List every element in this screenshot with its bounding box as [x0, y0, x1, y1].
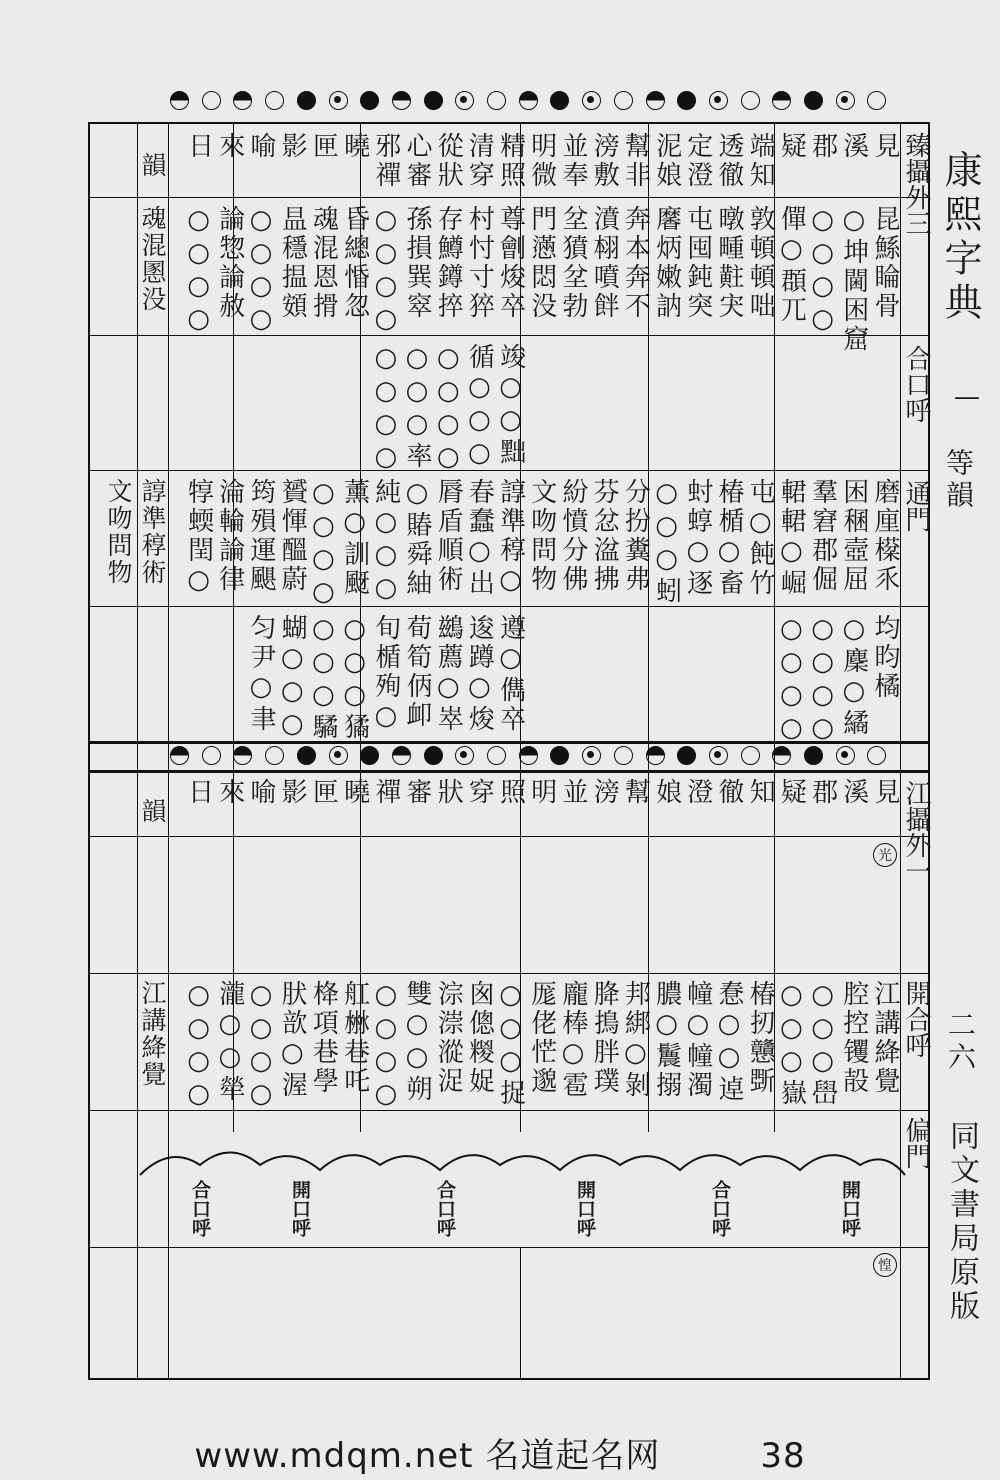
cloud-label: 合口呼	[709, 1180, 731, 1237]
lower-row3-cell: 惷○○逴	[714, 980, 744, 1104]
upper-row4-cell: 遵○儁卒	[495, 614, 526, 734]
upper-kaikou-label: 合口呼	[901, 345, 931, 423]
upper-row3-cell: 困稛壼屈	[838, 478, 869, 594]
upper-row3-cell: 芬忿湓拂	[589, 478, 620, 594]
upper-row4-cell: 荀筍㑂卹	[402, 614, 432, 730]
publisher: 同文書局原版	[944, 1120, 979, 1324]
upper-initial: 清穿	[464, 132, 495, 190]
tone-symbol-filled	[297, 91, 316, 110]
tone-symbol-half	[170, 91, 189, 110]
cloud-divider	[130, 1135, 910, 1205]
upper-initial: 滂敷	[589, 132, 620, 190]
row-divider	[88, 606, 930, 607]
upper-row3-cell: 諄準稕○	[495, 478, 526, 598]
upper-row4-cell: 逡蹲○焌	[464, 614, 495, 734]
lower-initial: 來	[214, 778, 245, 807]
tone-symbol-half	[772, 91, 791, 110]
upper-row4-cell: 蝴○○○	[277, 614, 308, 742]
footer-page-number: 38	[760, 1436, 806, 1476]
lower-row3-rhyme: 江講絳覺	[138, 980, 167, 1088]
tone-symbol-filled	[360, 91, 379, 110]
upper-initial: 影	[277, 132, 308, 161]
tone-symbol-dot	[709, 91, 728, 110]
upper-side-label: 臻攝外三	[901, 132, 931, 236]
row-divider	[88, 973, 930, 974]
upper-initial: 心審	[402, 132, 432, 190]
tone-symbol-half	[519, 91, 538, 110]
upper-initial: 幫非	[620, 132, 651, 190]
upper-initial: 郡	[807, 132, 838, 161]
upper-row3-cell: 犉蝡閏○	[183, 478, 214, 598]
upper-row4-cell: 匀尹○聿	[246, 614, 276, 734]
upper-row4-cell: ○○○○	[807, 614, 838, 746]
upper-row3-cell: 淪輪論律	[214, 478, 245, 594]
tone-symbol-empty	[487, 91, 506, 110]
upper-initial: 疑	[776, 132, 807, 161]
upper-row1-cell: ○○○○	[183, 205, 214, 337]
cloud-label: 合口呼	[434, 1180, 456, 1237]
upper-row1-cell: 魂混恩搰	[308, 205, 339, 321]
tone-symbol-empty	[265, 91, 284, 110]
lower-rhyme-header: 韻	[138, 798, 167, 825]
section-divider	[88, 770, 930, 773]
upper-row1-cell: 坌獖坌勃	[558, 205, 588, 321]
upper-row1-cell: 敦頓頓咄	[745, 205, 776, 321]
upper-row3-cell: 贇惲醞蔚	[277, 478, 308, 594]
lower-row3-cell: 江講絳覺	[870, 980, 900, 1096]
upper-row1-cell: 孫損巽窣	[402, 205, 432, 321]
cloud-label: 開口呼	[289, 1180, 311, 1237]
upper-row3-rhyme2: 文吻問物	[104, 478, 133, 586]
lower-initial: 影	[277, 778, 308, 807]
upper-row3-cell: 分扮糞弗	[620, 478, 651, 594]
upper-row4-cell: ○○○○	[776, 614, 807, 746]
cloud-border-graphic	[130, 1135, 910, 1205]
lower-row3-cell: 龐棒○雹	[558, 980, 588, 1100]
lower-row3-cell: ○○○○	[183, 980, 214, 1112]
upper-row4-cell: 均昀橘	[870, 614, 900, 701]
tone-symbol-empty	[867, 91, 886, 110]
lower-row3-cell: ○○○捉	[495, 980, 526, 1108]
lower-initial: 並	[558, 778, 588, 807]
tone-symbols-top	[170, 88, 896, 114]
upper-row4-cell: ○○○驈	[308, 614, 339, 742]
tone-symbol-dot	[329, 91, 348, 110]
upper-rhyme-header: 韻	[138, 152, 167, 179]
upper-row3-rhyme: 諄準稕術	[138, 478, 167, 586]
upper-row2-cell: ○○○率	[402, 343, 432, 471]
upper-row2-cell: 竣○○黜	[495, 343, 526, 467]
lower-row3-cell: 椿扨戇斲	[745, 980, 776, 1096]
lower-initial: 疑	[776, 778, 807, 807]
col-divider	[520, 1247, 521, 1380]
upper-initial: 泥娘	[651, 132, 682, 190]
upper-row3-cell: 紛憤分佛	[558, 478, 588, 594]
lower-initial: 日	[183, 778, 214, 807]
upper-row3-cell: 春蠢○出	[464, 478, 495, 598]
lower-row3-cell: 瀧○○犖	[214, 980, 245, 1104]
cloud-label: 開口呼	[839, 1180, 861, 1237]
upper-initial: 從狀	[433, 132, 464, 190]
lower-row3-cell: 舡㴇巷吒	[339, 980, 370, 1096]
tone-symbol-filled	[804, 91, 823, 110]
upper-initial: 喻	[246, 132, 276, 161]
page-subtitle: 等韻	[942, 448, 975, 512]
upper-row1-cell: 存鱒鐏捽	[433, 205, 464, 321]
tone-symbol-dot	[836, 91, 855, 110]
upper-initial: 曉	[339, 132, 370, 161]
upper-initial: 精照	[495, 132, 526, 190]
lower-initial: 明	[526, 778, 557, 807]
upper-row3-cell: 筠殞運颶	[246, 478, 276, 594]
tone-symbol-half	[392, 91, 411, 110]
upper-initial: 日	[183, 132, 214, 161]
tone-symbol-half	[646, 91, 665, 110]
upper-row4-cell: ○麇○繘	[838, 614, 869, 738]
lower-initial: 穿	[464, 778, 495, 807]
upper-initial: 邪禪	[370, 132, 401, 190]
upper-row1-cell: 黁炳嫩訥	[651, 205, 682, 321]
upper-row1-cell: 論惣論赦	[214, 205, 245, 321]
upper-row3-cell: 䖞蜳○逐	[682, 478, 713, 598]
lower-initial: 狀	[433, 778, 464, 807]
tone-symbol-empty	[741, 91, 760, 110]
lower-initial: 幫	[620, 778, 651, 807]
lower-note-bottom: 惶	[873, 1253, 897, 1277]
upper-row1-cell: 濆翉噴䬳	[589, 205, 620, 321]
lower-row3-cell: 胮㨶胖璞	[589, 980, 620, 1096]
lower-row3-cell: 雙○○朔	[402, 980, 432, 1104]
lower-initial: 審	[402, 778, 432, 807]
upper-row1-cell: 屯囤鈍突	[682, 205, 713, 321]
upper-row1-cell: ○○○○	[370, 205, 401, 337]
row-divider	[88, 836, 930, 837]
upper-row2-cell: ○○○○	[433, 343, 464, 475]
lower-initial: 匣	[308, 778, 339, 807]
cloud-label: 合口呼	[189, 1180, 211, 1237]
lower-initial: 知	[745, 778, 776, 807]
upper-row1-cell: 門懣悶没	[526, 205, 557, 321]
lower-initial: 見	[870, 778, 900, 807]
upper-row1-cell: 尊劊焌卒	[495, 205, 526, 321]
lower-side-label: 江攝外一	[901, 780, 931, 884]
upper-row3-cell: ○○○蚓	[651, 478, 682, 606]
upper-tongmen-label: 通門	[901, 480, 931, 532]
upper-initial: 透徹	[714, 132, 744, 190]
lower-row3-cell: ○○○○	[370, 980, 401, 1112]
row-divider	[88, 470, 930, 471]
upper-row1-cell: 暾畽黈宊	[714, 205, 744, 321]
tone-symbol-empty	[614, 91, 633, 110]
upper-row4-cell: 鷀薦○崒	[433, 614, 464, 734]
upper-row3-cell: ○賰舜紬	[402, 478, 432, 598]
upper-row3-cell: 脣盾順術	[433, 478, 464, 594]
upper-row3-cell: 文吻問物	[526, 478, 557, 594]
upper-row3-cell: 屯○飩竹	[745, 478, 776, 598]
lower-row3-cell: 邦綁○剝	[620, 980, 651, 1100]
upper-row1-cell: ○○○○	[807, 205, 838, 337]
page-footer	[0, 1428, 1000, 1477]
upper-row1-cell: ○○○○	[246, 205, 276, 337]
upper-row2-cell: ○○○○	[370, 343, 401, 475]
upper-initial: 定澄	[682, 132, 713, 190]
upper-row3-cell: 輑輑○崛	[776, 478, 807, 598]
lower-initial: 溪	[838, 778, 869, 807]
lower-row3-cell: 腔控䦆㱿	[838, 980, 869, 1096]
tone-symbol-dot	[582, 91, 601, 110]
upper-row1-cell: 僤○頵兀	[776, 205, 807, 325]
tone-symbol-empty	[202, 91, 221, 110]
lower-initial: 徹	[714, 778, 744, 807]
lower-row3-cell: 幢○幢濁	[682, 980, 713, 1100]
upper-row1-cell: 昏總惛忽	[339, 205, 370, 321]
title-divider: —	[952, 382, 982, 412]
upper-initial: 端知	[745, 132, 776, 190]
row-divider	[88, 197, 930, 198]
lower-initial: 澄	[682, 778, 713, 807]
lower-initial: 曉	[339, 778, 370, 807]
lower-pianmen-label: 偏門	[901, 1117, 931, 1169]
upper-row3-cell: 羣窘郡倔	[807, 478, 838, 594]
upper-row3-cell: 椿楯○畜	[714, 478, 744, 598]
upper-row3-cell: ○○○○	[308, 478, 339, 610]
cloud-label: 開口呼	[574, 1180, 596, 1237]
lower-initial: 滂	[589, 778, 620, 807]
lower-row3-cell: 厖佬恾邈	[526, 980, 557, 1096]
upper-row1-cell: 昷穩揾頞	[277, 205, 308, 321]
upper-initial: 來	[214, 132, 245, 161]
lower-kaikou-label: 開合呼	[901, 980, 931, 1058]
lower-row3-cell: 淙漴漎浞	[433, 980, 464, 1096]
footer-site: www.mdqm.net 名道起名网	[194, 1436, 661, 1476]
tone-symbol-half	[233, 91, 252, 110]
upper-row1-rhyme: 魂混慁没	[138, 205, 167, 313]
tone-symbol-filled	[677, 91, 696, 110]
lower-initial: 娘	[651, 778, 682, 807]
lower-row3-cell: ○○○嶽	[776, 980, 807, 1108]
upper-row1-cell: ○坤閫困窟	[838, 205, 869, 354]
lower-initial: 郡	[807, 778, 838, 807]
upper-row4-cell: ○○○獝	[339, 614, 370, 742]
upper-row3-cell: 磨㢆㯣乑	[870, 478, 900, 594]
upper-row1-cell: 昆鯀睔骨	[870, 205, 900, 321]
lower-initial: 禪	[370, 778, 401, 807]
page-title: 康熙字典	[938, 150, 982, 326]
lower-row3-cell: 膿○鬞搦	[651, 980, 682, 1100]
upper-row4-cell: 旬楯殉○	[370, 614, 401, 734]
upper-initial: 見	[870, 132, 900, 161]
upper-row3-cell: 薰○訓颬	[339, 478, 370, 598]
lower-row3-cell: 囪傯糉娖	[464, 980, 495, 1096]
upper-row2-cell: 循○○○	[464, 343, 495, 471]
upper-initial: 溪	[838, 132, 869, 161]
lower-row3-cell: 栙項巷學	[308, 980, 339, 1096]
upper-initial: 明微	[526, 132, 557, 190]
tone-symbol-filled	[424, 91, 443, 110]
upper-row1-cell: 奔本奔不	[620, 205, 651, 321]
row-divider	[88, 1247, 930, 1248]
lower-row3-cell: ○○○○	[246, 980, 276, 1112]
tone-symbol-dot	[455, 91, 474, 110]
lower-row3-cell: ○○○嶨	[807, 980, 838, 1108]
lower-note-top: 光	[873, 843, 897, 867]
lower-initial: 喻	[246, 778, 276, 807]
lower-row3-cell: 肰㰴○渥	[277, 980, 308, 1100]
row-divider	[88, 1110, 930, 1111]
row-divider	[88, 335, 930, 336]
upper-row1-cell: 村忖寸猝	[464, 205, 495, 321]
page-number-right: 二六	[944, 1010, 977, 1074]
upper-initial: 並奉	[558, 132, 588, 190]
upper-row3-cell: 純○○○	[370, 478, 401, 606]
lower-initial: 照	[495, 778, 526, 807]
tone-symbol-filled	[550, 91, 569, 110]
upper-initial: 匣	[308, 132, 339, 161]
